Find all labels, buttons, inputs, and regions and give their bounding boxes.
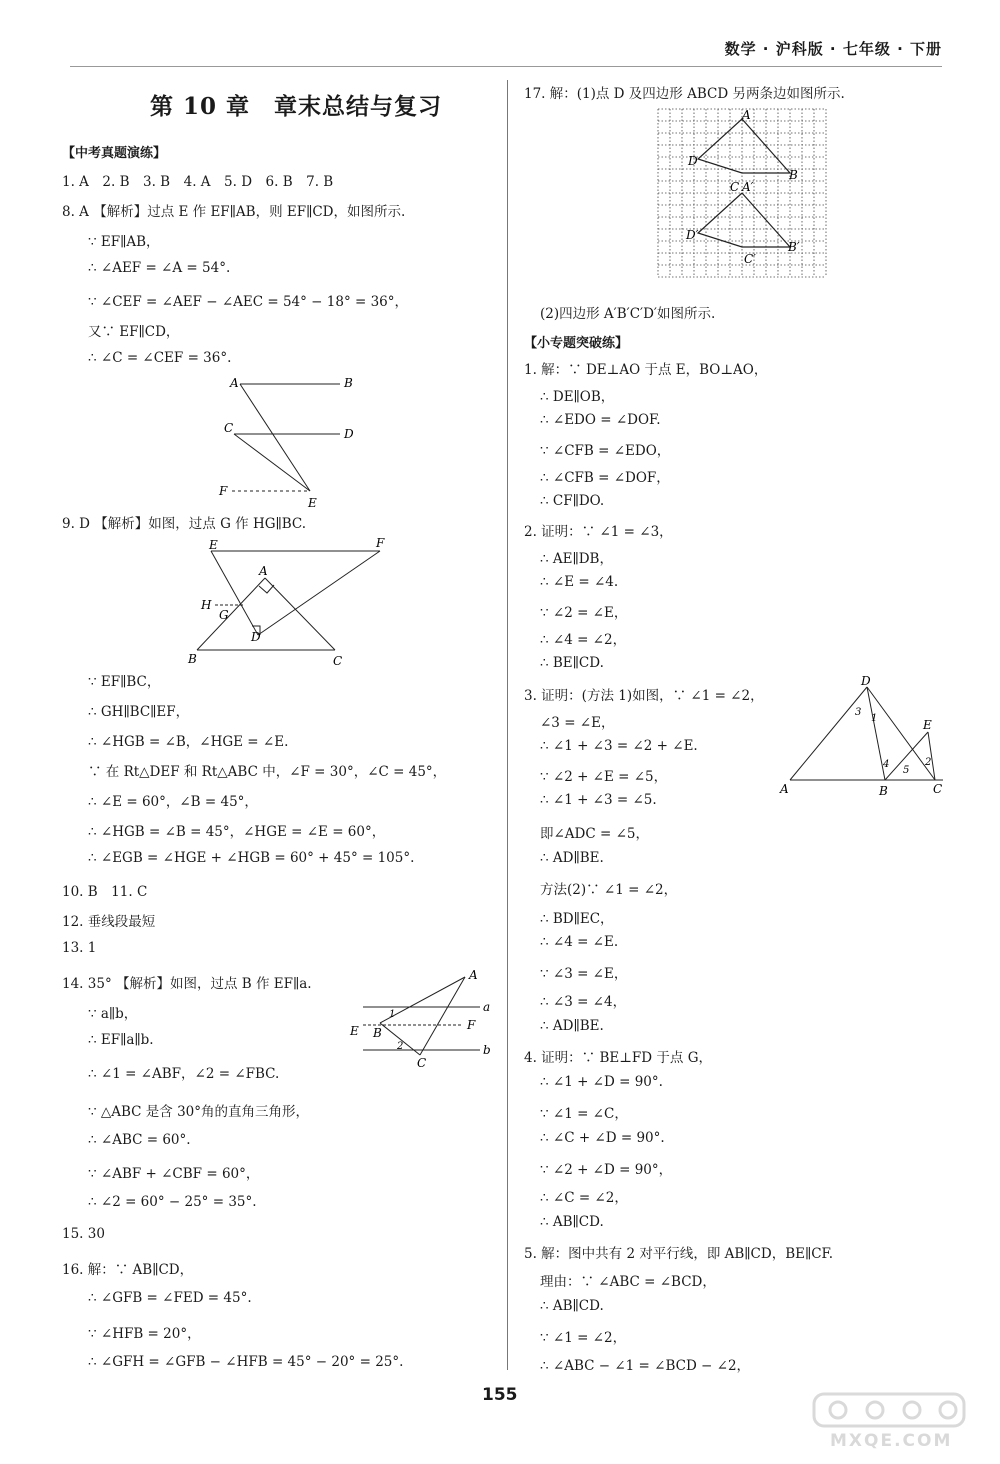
fig9-label-b: B [188, 652, 197, 666]
left-lines-text: 16. 解：∵ AB∥CD， [62, 1262, 194, 1278]
right-lines-text: 2. 证明：∵ ∠1 = ∠3， [524, 524, 673, 540]
right-lines-text: ∴ AB∥CD. [540, 1298, 604, 1314]
right-lines-text: 方法(2)∵ ∠1 = ∠2， [540, 882, 678, 898]
right-lines-text: ∵ ∠2 + ∠D = 90°， [540, 1162, 673, 1178]
fig3-label-c: C [933, 782, 943, 796]
left-lines-text: ∴ ∠EGB = ∠HGE + ∠HGB = 60° + 45° = 105°. [88, 850, 415, 866]
fig3-label-4: 4 [883, 759, 890, 770]
left-lines-text: ∴ ∠ABC = 60°. [88, 1132, 191, 1148]
fig3-label-2: 2 [925, 757, 932, 768]
fig17-label-b: B [789, 168, 798, 182]
left-lines-text: ∵ EF∥AB， [88, 234, 160, 250]
fig3-label-1: 1 [871, 713, 878, 724]
fig8-label-b: B [344, 376, 353, 390]
chapter-title: 第 10 章 章末总结与复习 [150, 93, 443, 120]
left-lines-text: ∵ ∠HFB = 20°， [88, 1326, 201, 1342]
left-lines-text: ∴ ∠HGB = ∠B = 45°，∠HGE = ∠E = 60°， [88, 824, 386, 840]
figure-q14 [345, 965, 495, 1075]
right-lines-text: ∴ ∠E = ∠4. [540, 574, 619, 590]
column-divider [507, 80, 508, 1370]
right-lines-text: ∴ ∠C = ∠2， [540, 1190, 628, 1206]
fig8-label-c: C [224, 421, 234, 435]
fig17-label-c: C [730, 180, 740, 194]
right-lines-text: ∴ AB∥CD. [540, 1214, 604, 1230]
right-lines-text: 【小专题突破练】 [524, 336, 629, 351]
fig14-label-a-line: a [483, 1000, 491, 1014]
fig14-label-e: E [350, 1024, 359, 1038]
right-lines-text: ∵ ∠2 + ∠E = ∠5， [540, 769, 668, 785]
right-lines-text: ∴ ∠C + ∠D = 90°. [540, 1130, 665, 1146]
left-lines-text: 12. 垂线段最短 [62, 914, 156, 930]
watermark-text: MXQE.COM [830, 1431, 953, 1451]
right-lines-text: ∴ ∠4 = ∠E. [540, 934, 619, 950]
right-lines-text: ∴ ∠4 = ∠2， [540, 632, 627, 648]
left-lines-text: ∴ ∠GFB = ∠FED = 45°. [88, 1290, 252, 1306]
fig17-label-c2: C′ [744, 252, 756, 266]
left-lines-text: 15. 30 [62, 1226, 105, 1242]
page-number: 155 [482, 1385, 518, 1405]
right-lines-text: ∴ BE∥CD. [540, 655, 604, 671]
fig3-label-e: E [923, 718, 932, 732]
left-lines-text: 1. A 2. B 3. B 4. A 5. D 6. B 7. B [62, 174, 334, 190]
left-lines-text: ∵ 在 Rt△DEF 和 Rt△ABC 中，∠F = 30°，∠C = 45°， [88, 764, 447, 780]
right-lines-text: ∴ DE∥OB， [540, 389, 615, 405]
left-lines-text: ∴ ∠2 = 60° − 25° = 35°. [88, 1194, 257, 1210]
right-lines-text: 即∠ADC = ∠5， [540, 826, 650, 842]
fig8-label-d: D [344, 427, 354, 441]
right-lines-text: ∴ CF∥DO. [540, 493, 605, 509]
right-lines-text: (2)四边形 A′B′C′D′如图所示. [540, 306, 716, 322]
right-lines-text: ∴ AD∥BE. [540, 850, 604, 866]
right-lines-text: ∴ AD∥BE. [540, 1018, 604, 1034]
left-lines-text: ∵ EF∥BC， [88, 674, 161, 690]
right-lines-text: ∵ ∠1 = ∠2， [540, 1330, 627, 1346]
right-lines-text: ∴ AE∥DB， [540, 551, 613, 567]
right-lines-text: ∴ ∠1 + ∠3 = ∠5. [540, 792, 657, 808]
left-lines-text: 又∵ EF∥CD， [88, 324, 180, 340]
figure-q17-grid [650, 105, 835, 285]
fig3-label-b: B [879, 784, 888, 798]
left-lines-text: ∵ △ABC 是含 30°角的直角三角形， [88, 1104, 310, 1120]
fig3-label-d: D [861, 675, 871, 688]
watermark-logo [810, 1392, 980, 1452]
left-lines-text: 【中考真题演练】 [62, 146, 167, 161]
left-lines-text: ∴ ∠C = ∠CEF = 36°. [88, 350, 232, 366]
left-lines-text: ∴ ∠GFH = ∠GFB − ∠HFB = 45° − 20° = 25°. [88, 1354, 404, 1370]
left-lines-text: ∴ ∠E = 60°，∠B = 45°， [88, 794, 258, 810]
right-lines-text: 3. 证明：(方法 1)如图，∵ ∠1 = ∠2， [524, 688, 764, 704]
fig8-label-a: A [230, 376, 239, 390]
fig17-label-a: A [742, 108, 751, 122]
left-lines-text: ∴ ∠1 = ∠ABF，∠2 = ∠FBC. [88, 1066, 280, 1082]
fig9-label-a: A [259, 564, 268, 578]
fig3-label-5: 5 [903, 765, 910, 776]
fig9-label-f: F [376, 536, 385, 550]
right-lines-text: ∴ ∠3 = ∠4， [540, 994, 627, 1010]
left-lines-text: ∴ GH∥BC∥EF， [88, 704, 190, 720]
fig9-label-e: E [209, 538, 218, 552]
right-lines-text: ∵ ∠CFB = ∠EDO， [540, 443, 671, 459]
fig14-label-b-line: b [483, 1043, 491, 1057]
fig17-label-a2: A′ [742, 180, 754, 194]
right-lines-text: ∵ ∠1 = ∠C， [540, 1106, 628, 1122]
left-lines-text: ∴ ∠AEF = ∠A = 54°. [88, 260, 231, 276]
right-lines-text: ∴ ∠CFB = ∠DOF， [540, 470, 670, 486]
left-lines-text: 8. A 【解析】过点 E 作 EF∥AB，则 EF∥CD，如图所示. [62, 204, 406, 220]
figure-topic-q3 [775, 675, 955, 805]
right-lines-text: ∴ ∠EDO = ∠DOF. [540, 412, 661, 428]
header-title: 数学 · 沪科版 · 七年级 · 下册 [724, 40, 942, 58]
left-lines-text: ∴ ∠HGB = ∠B，∠HGE = ∠E. [88, 734, 289, 750]
fig14-label-b-point: B [373, 1026, 382, 1040]
fig9-label-d: D [251, 630, 261, 644]
right-lines-text: 17. 解：(1)点 D 及四边形 ABCD 另两条边如图所示. [524, 86, 845, 102]
left-lines-text: ∴ EF∥a∥b. [88, 1032, 154, 1048]
fig17-label-d2: D′ [686, 228, 699, 242]
right-lines-text: 理由：∵ ∠ABC = ∠BCD， [540, 1274, 716, 1290]
right-lines-text: ∴ ∠ABC − ∠1 = ∠BCD − ∠2， [540, 1358, 751, 1374]
right-lines-text: ∠3 = ∠E， [540, 715, 615, 731]
left-lines-text: ∵ ∠CEF = ∠AEF − ∠AEC = 54° − 18° = 36°， [88, 294, 409, 310]
fig14-label-c: C [417, 1056, 427, 1070]
fig9-label-g: G [219, 608, 229, 622]
fig17-label-d: D [688, 154, 698, 168]
left-lines-text: 13. 1 [62, 940, 97, 956]
right-lines-text: 1. 解：∵ DE⊥AO 于点 E，BO⊥AO， [524, 362, 768, 378]
left-lines-text: ∵ ∠ABF + ∠CBF = 60°， [88, 1166, 260, 1182]
fig14-label-a: A [469, 968, 478, 982]
fig8-label-f: F [219, 484, 228, 498]
fig17-label-b2: B′ [788, 240, 800, 254]
fig14-label-f: F [467, 1018, 476, 1032]
header-rule [70, 66, 942, 67]
figure-q9 [185, 535, 395, 670]
right-lines-text: ∴ ∠1 + ∠D = 90°. [540, 1074, 663, 1090]
right-lines-text: ∵ ∠2 = ∠E， [540, 605, 628, 621]
fig9-label-c: C [333, 654, 343, 668]
figure-q8 [210, 370, 370, 510]
fig9-label-h: H [201, 598, 212, 612]
left-lines-text: 10. B 11. C [62, 884, 148, 900]
fig3-label-3: 3 [855, 707, 862, 718]
right-lines-text: 5. 解：图中共有 2 对平行线，即 AB∥CD，BE∥CF. [524, 1246, 834, 1262]
right-lines-text: ∵ ∠3 = ∠E， [540, 966, 628, 982]
fig3-label-a: A [780, 782, 789, 796]
left-lines-text: 9. D 【解析】如图，过点 G 作 HG∥BC. [62, 516, 307, 532]
left-lines-text: ∵ a∥b， [88, 1006, 138, 1022]
right-lines-text: 4. 证明：∵ BE⊥FD 于点 G， [524, 1050, 712, 1066]
left-lines-text: 14. 35° 【解析】如图，过点 B 作 EF∥a. [62, 976, 312, 992]
right-lines-text: ∴ BD∥EC， [540, 911, 614, 927]
right-lines-text: ∴ ∠1 + ∠3 = ∠2 + ∠E. [540, 738, 698, 754]
fig8-label-e: E [308, 496, 317, 510]
fig14-label-1: 1 [389, 1009, 396, 1020]
fig14-label-2: 2 [397, 1041, 404, 1052]
